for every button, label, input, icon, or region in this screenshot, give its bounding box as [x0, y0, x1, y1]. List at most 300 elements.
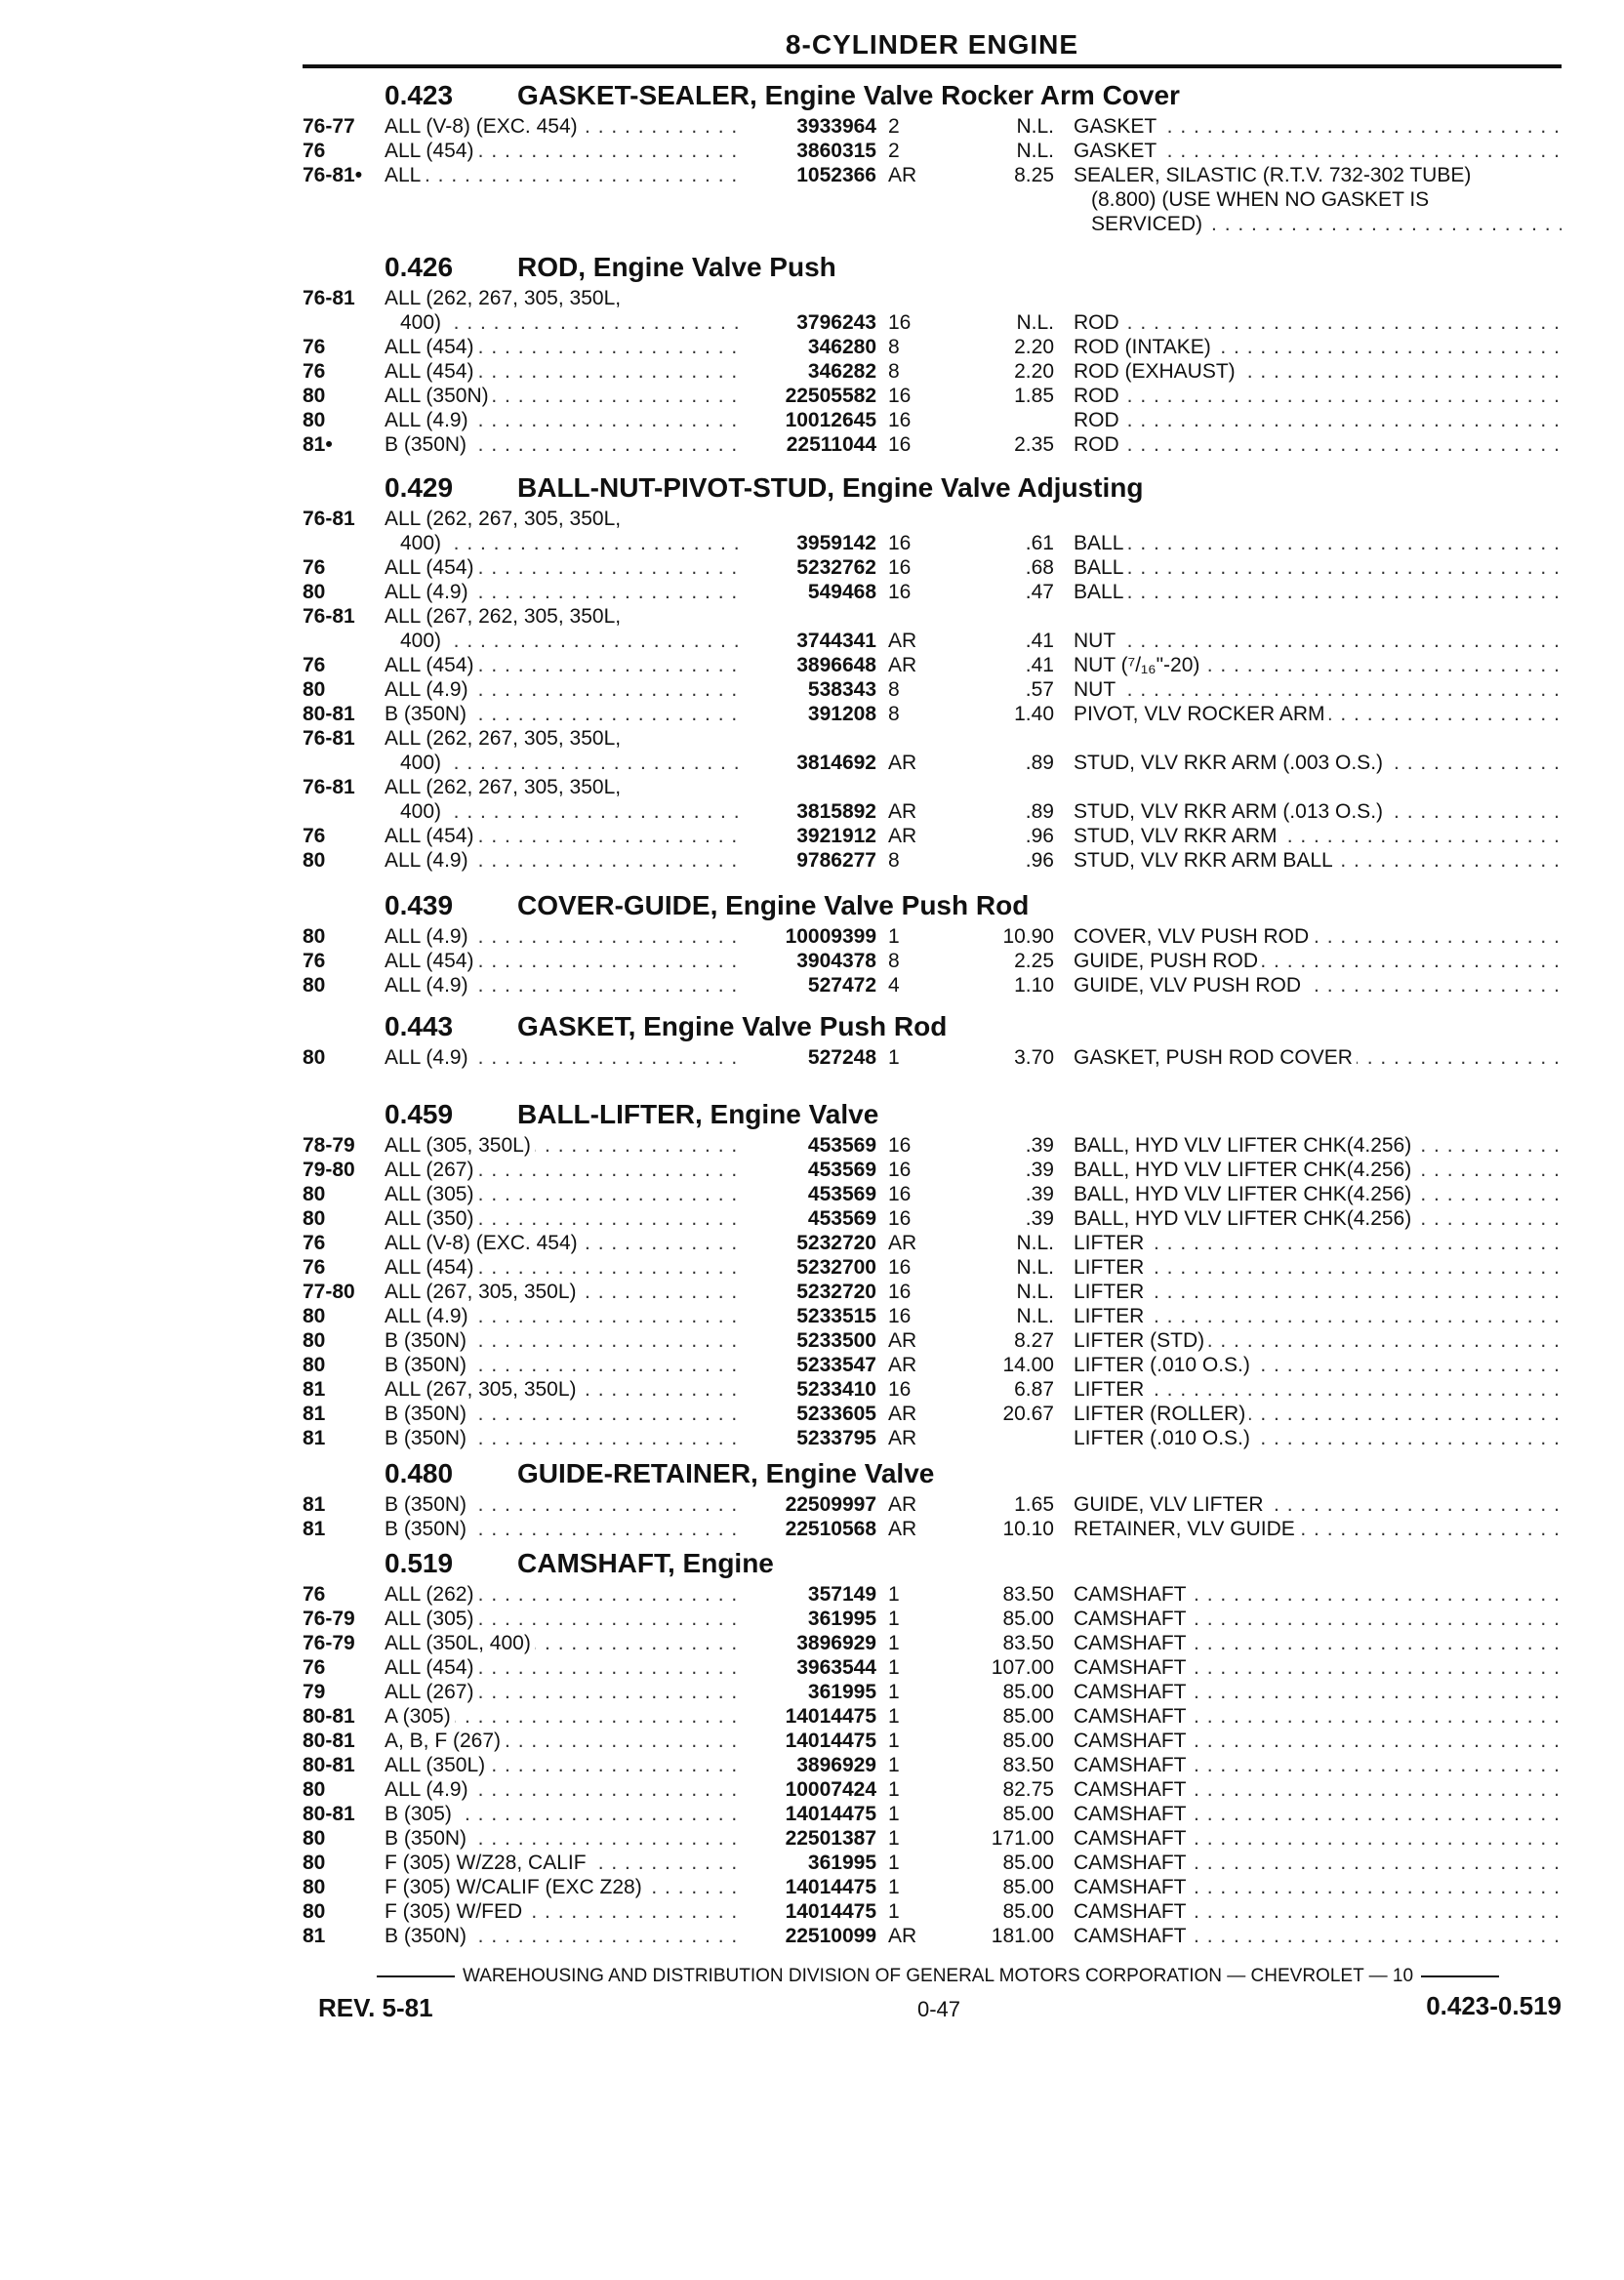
quantity: [888, 311, 933, 335]
application: [385, 1427, 740, 1450]
application-text: ALL (350): [385, 1207, 477, 1230]
price-text: 1.10: [1014, 974, 1054, 997]
application-continued-text: 400): [400, 752, 445, 774]
price-text: N.L.: [1016, 1232, 1054, 1254]
application: [385, 1256, 740, 1280]
application-text: ALL (350L): [385, 1754, 489, 1776]
table-row: [0, 1159, 1624, 1182]
model-year: [303, 1852, 379, 1875]
price-text: 2.20: [1014, 360, 1054, 383]
part-number-text: 361995: [807, 1608, 876, 1630]
section-name: COVER-GUIDE, Engine Valve Push Rod: [517, 890, 1030, 920]
part-number-text: 3896929: [796, 1754, 876, 1776]
model-year: [303, 1256, 379, 1280]
quantity: [888, 433, 933, 457]
table-row-continued: [0, 800, 1624, 824]
application: [385, 1403, 740, 1426]
model-year: [303, 336, 379, 359]
quantity-text: AR: [888, 654, 917, 676]
quantity: [888, 654, 933, 677]
quantity: [888, 1427, 933, 1450]
model-year: [303, 1493, 379, 1517]
model-year: [303, 287, 379, 310]
description: [1074, 1134, 1562, 1158]
quantity-text: 8: [888, 703, 900, 725]
quantity: [888, 1329, 933, 1353]
price: [956, 433, 1054, 457]
price-text: .47: [1025, 581, 1054, 603]
model-year-text: 80: [303, 409, 326, 431]
part-number-text: 3860315: [796, 140, 876, 162]
price: [956, 849, 1054, 873]
quantity-text: 8: [888, 360, 900, 383]
application: [385, 433, 740, 457]
price-text: 8.27: [1014, 1329, 1054, 1352]
price-text: 107.00: [991, 1656, 1054, 1679]
description: [1074, 1403, 1562, 1426]
table-row: [0, 1354, 1624, 1377]
model-year-text: 76: [303, 1256, 326, 1279]
application: [385, 1159, 740, 1182]
application-text: B (350N): [385, 1329, 470, 1352]
quantity-text: 16: [888, 1256, 912, 1279]
table-row-continued: [0, 630, 1624, 653]
price: [956, 1681, 1054, 1704]
description-text: GASKET: [1074, 115, 1160, 138]
model-year: [303, 1778, 379, 1802]
model-year: [303, 849, 379, 873]
application-text: ALL (350N): [385, 385, 493, 407]
description-text: CAMSHAFT: [1074, 1632, 1191, 1654]
table-row: [0, 1827, 1624, 1851]
table-row: [0, 1134, 1624, 1158]
application: [385, 654, 740, 677]
part-number: [740, 800, 876, 824]
model-year-text: 81: [303, 1378, 326, 1401]
description-text: CAMSHAFT: [1074, 1730, 1191, 1752]
description: [1074, 1925, 1562, 1948]
application: [385, 1681, 740, 1704]
application-text: ALL (4.9): [385, 409, 472, 431]
table-row: [0, 1803, 1624, 1826]
description-text: STUD, VLV RKR ARM BALL: [1074, 849, 1337, 872]
description: [1074, 164, 1562, 187]
quantity-text: 4: [888, 974, 900, 997]
section-name: GUIDE-RETAINER, Engine Valve: [517, 1458, 935, 1488]
part-number: [740, 849, 876, 873]
part-number-text: 22510568: [785, 1518, 876, 1540]
quantity: [888, 1134, 933, 1158]
table-row: [0, 925, 1624, 949]
description-text: LIFTER: [1074, 1281, 1148, 1303]
table-row-continued: [0, 311, 1624, 335]
description: [1074, 409, 1562, 432]
model-year-text: 80: [303, 581, 326, 603]
application: [385, 1183, 740, 1206]
table-row: [0, 140, 1624, 163]
model-year: [303, 1183, 379, 1206]
part-number: [740, 1183, 876, 1206]
part-number-text: 527248: [807, 1046, 876, 1069]
quantity-text: 16: [888, 581, 912, 603]
description-text: CAMSHAFT: [1074, 1827, 1191, 1850]
part-number-text: 22509997: [785, 1493, 876, 1516]
part-number-text: 538343: [807, 678, 876, 701]
quantity-text: 16: [888, 1134, 912, 1157]
application-continued-text: 400): [400, 630, 445, 652]
quantity: [888, 1183, 933, 1206]
part-number: [740, 1493, 876, 1517]
quantity-text: 1: [888, 1827, 900, 1850]
quantity: [888, 630, 933, 653]
quantity: [888, 1778, 933, 1802]
model-year: [303, 703, 379, 726]
model-year: [303, 1803, 379, 1826]
quantity-text: 1: [888, 1046, 900, 1069]
model-year-text: 76: [303, 825, 326, 847]
price: [956, 1608, 1054, 1631]
application-text: B (350N): [385, 1518, 470, 1540]
price-text: .39: [1025, 1183, 1054, 1205]
description: [1074, 1681, 1562, 1704]
quantity-text: AR: [888, 1427, 917, 1449]
quantity-text: 1: [888, 1583, 900, 1606]
section-title: [385, 252, 836, 285]
price: [956, 336, 1054, 359]
part-number-text: 22505582: [785, 385, 876, 407]
revision-label: REV. 5-81: [318, 1993, 433, 2022]
description: [1074, 1183, 1562, 1206]
price-text: .61: [1025, 532, 1054, 554]
quantity-text: 1: [888, 1730, 900, 1752]
description-text: STUD, VLV RKR ARM (.013 O.S.): [1074, 800, 1387, 823]
model-year-text: 80-81: [303, 1754, 355, 1776]
quantity-text: 16: [888, 556, 912, 579]
price-text: 10.90: [1002, 925, 1054, 948]
description: [1074, 849, 1562, 873]
quantity: [888, 556, 933, 580]
table-row: [0, 1183, 1624, 1206]
part-number: [740, 360, 876, 384]
table-row: [0, 703, 1624, 726]
model-year-text: 80: [303, 1046, 326, 1069]
price: [956, 360, 1054, 384]
price: [956, 1632, 1054, 1655]
application-text: ALL (454): [385, 360, 477, 383]
price: [956, 1852, 1054, 1875]
quantity: [888, 1925, 933, 1948]
quantity-text: 1: [888, 1656, 900, 1679]
table-row: [0, 1305, 1624, 1328]
quantity: [888, 336, 933, 359]
description-text: LIFTER (.010 O.S.): [1074, 1427, 1254, 1449]
part-number-text: 5233500: [796, 1329, 876, 1352]
application: [385, 1207, 740, 1231]
table-row: [0, 776, 1624, 799]
part-number-text: 5233795: [796, 1427, 876, 1449]
footer-division: [318, 1966, 1558, 1991]
price-text: 181.00: [991, 1925, 1054, 1947]
section-name: CAMSHAFT, Engine: [517, 1548, 774, 1578]
part-number-text: 3933964: [796, 115, 876, 138]
part-number: [740, 1730, 876, 1753]
description-text: ROD (INTAKE): [1074, 336, 1215, 358]
description-text: LIFTER: [1074, 1256, 1148, 1279]
model-year: [303, 1518, 379, 1541]
price: [956, 1378, 1054, 1402]
quantity-text: 1: [888, 1754, 900, 1776]
price: [956, 1803, 1054, 1826]
application-text: B (350N): [385, 703, 470, 725]
price: [956, 1583, 1054, 1607]
part-number-text: 22510099: [785, 1925, 876, 1947]
application: [385, 115, 740, 139]
application: [385, 287, 740, 310]
table-row: [0, 556, 1624, 580]
application: [385, 727, 740, 751]
description-text: LIFTER (.010 O.S.): [1074, 1354, 1254, 1376]
application-text: ALL (262, 267, 305, 350L,: [385, 287, 625, 309]
price-text: 85.00: [1002, 1852, 1054, 1874]
price-text: 6.87: [1014, 1378, 1054, 1401]
description: [1074, 703, 1562, 726]
quantity-text: AR: [888, 1493, 917, 1516]
description: [1074, 532, 1562, 555]
part-number: [740, 581, 876, 604]
section-number: 0.480: [385, 1458, 454, 1488]
quantity-text: 8: [888, 678, 900, 701]
quantity-text: 16: [888, 409, 912, 431]
table-row: [0, 1632, 1624, 1655]
application-text: ALL (454): [385, 950, 477, 972]
application-text: ALL (4.9): [385, 678, 472, 701]
description: [1074, 1608, 1562, 1631]
price: [956, 532, 1054, 555]
quantity: [888, 115, 933, 139]
price: [956, 1778, 1054, 1802]
quantity: [888, 849, 933, 873]
quantity: [888, 974, 933, 998]
table-row: [0, 433, 1624, 457]
part-number-text: 5232720: [796, 1281, 876, 1303]
model-year-text: 79-80: [303, 1159, 355, 1181]
model-year-text: 76: [303, 556, 326, 579]
model-year: [303, 1583, 379, 1607]
table-row: [0, 1852, 1624, 1875]
application: [385, 1778, 740, 1802]
price: [956, 140, 1054, 163]
description-text: BALL, HYD VLV LIFTER CHK(4.256): [1074, 1159, 1415, 1181]
part-number: [740, 1827, 876, 1851]
description-text: GUIDE, VLV PUSH ROD: [1074, 974, 1305, 997]
quantity: [888, 1681, 933, 1704]
price-text: 83.50: [1002, 1754, 1054, 1776]
price: [956, 950, 1054, 973]
model-year-text: 76: [303, 950, 326, 972]
description-text: CAMSHAFT: [1074, 1925, 1191, 1947]
description-continued-row: [0, 213, 1624, 236]
model-year-text: 81: [303, 1925, 326, 1947]
application: [385, 164, 740, 187]
table-row: [0, 1876, 1624, 1899]
price-text: .57: [1025, 678, 1054, 701]
quantity: [888, 800, 933, 824]
part-number-text: 5232700: [796, 1256, 876, 1279]
model-year: [303, 605, 379, 629]
page-header: 8-CYLINDER ENGINE: [785, 29, 1079, 60]
model-year-text: 76: [303, 654, 326, 676]
application-text: ALL (V-8) (EXC. 454): [385, 115, 582, 138]
description-text: CAMSHAFT: [1074, 1608, 1191, 1630]
price-text: 14.00: [1002, 1354, 1054, 1376]
table-row: [0, 1608, 1624, 1631]
application: [385, 605, 740, 629]
description: [1074, 1876, 1562, 1899]
footer-division-text: WAREHOUSING AND DISTRIBUTION DIVISION OF GENERAL MOTORS CORPORATION — CHEVROLET — 10: [462, 1966, 1414, 1986]
application: [385, 1754, 740, 1777]
price: [956, 311, 1054, 335]
application-text: ALL (4.9): [385, 581, 472, 603]
table-row: [0, 1900, 1624, 1924]
section-number: 0.423: [385, 80, 454, 110]
price-text: .41: [1025, 630, 1054, 652]
quantity-text: 2: [888, 115, 900, 138]
price: [956, 825, 1054, 848]
application-text: B (350N): [385, 1827, 470, 1850]
description: [1074, 1900, 1562, 1924]
part-number: [740, 1207, 876, 1231]
page-number: 0-47: [917, 1997, 961, 2021]
application: [385, 1827, 740, 1851]
application-text: ALL (262, 267, 305, 350L,: [385, 727, 625, 750]
section-title: [385, 1458, 934, 1491]
table-row: [0, 1705, 1624, 1729]
model-year-text: 80-81: [303, 1803, 355, 1825]
quantity-text: AR: [888, 752, 917, 774]
model-year-text: 80: [303, 1354, 326, 1376]
part-number-text: 10012645: [785, 409, 876, 431]
application: [385, 1378, 740, 1402]
model-year: [303, 776, 379, 799]
application: [385, 385, 740, 408]
price-text: .68: [1025, 556, 1054, 579]
description-text: BALL: [1074, 581, 1127, 603]
quantity: [888, 140, 933, 163]
quantity: [888, 1046, 933, 1070]
description: [1074, 1427, 1562, 1450]
description-text: CAMSHAFT: [1074, 1656, 1191, 1679]
model-year-text: 80: [303, 1852, 326, 1874]
part-number: [740, 409, 876, 432]
part-number-text: 14014475: [785, 1803, 876, 1825]
description-text: ROD: [1074, 385, 1123, 407]
price-text: 3.70: [1014, 1046, 1054, 1069]
part-number: [740, 1354, 876, 1377]
application-text: ALL (454): [385, 1656, 477, 1679]
description: [1074, 556, 1562, 580]
application: [385, 1232, 740, 1255]
price-text: 83.50: [1002, 1583, 1054, 1606]
quantity-text: 1: [888, 1681, 900, 1703]
application-text: ALL (V-8) (EXC. 454): [385, 1232, 582, 1254]
quantity-text: 1: [888, 1705, 900, 1728]
quantity-text: AR: [888, 1518, 917, 1540]
price-text: 85.00: [1002, 1705, 1054, 1728]
part-number: [740, 433, 876, 457]
price: [956, 556, 1054, 580]
model-year-text: 80: [303, 1329, 326, 1352]
price: [956, 1134, 1054, 1158]
price-text: N.L.: [1016, 1305, 1054, 1327]
description-text: BALL: [1074, 556, 1127, 579]
part-number: [740, 1852, 876, 1875]
price: [956, 1705, 1054, 1729]
application: [385, 1876, 740, 1899]
application-text: ALL (454): [385, 140, 477, 162]
price-text: .89: [1025, 752, 1054, 774]
quantity-text: AR: [888, 800, 917, 823]
description-text: BALL: [1074, 532, 1127, 554]
price-text: 1.65: [1014, 1493, 1054, 1516]
model-year: [303, 1281, 379, 1304]
model-year-text: 80-81: [303, 703, 355, 725]
description: [1074, 1518, 1562, 1541]
model-year-text: 76: [303, 1232, 326, 1254]
quantity: [888, 1232, 933, 1255]
part-number-text: 3896648: [796, 654, 876, 676]
model-year: [303, 1427, 379, 1450]
part-number-text: 3921912: [796, 825, 876, 847]
description: [1074, 1705, 1562, 1729]
description-text: GUIDE, PUSH ROD: [1074, 950, 1262, 972]
application: [385, 1803, 740, 1826]
part-number-text: 14014475: [785, 1876, 876, 1898]
quantity-text: 8: [888, 849, 900, 872]
model-year-text: 76: [303, 1583, 326, 1606]
part-number: [740, 825, 876, 848]
price: [956, 1493, 1054, 1517]
table-row: [0, 605, 1624, 629]
description-text: BALL, HYD VLV LIFTER CHK(4.256): [1074, 1183, 1415, 1205]
model-year-text: 80: [303, 1778, 326, 1801]
description-text: BALL, HYD VLV LIFTER CHK(4.256): [1074, 1134, 1415, 1157]
section-name: ROD, Engine Valve Push: [517, 252, 836, 282]
description: [1074, 1046, 1562, 1070]
description-text: CAMSHAFT: [1074, 1876, 1191, 1898]
part-number: [740, 1754, 876, 1777]
quantity-text: 16: [888, 1281, 912, 1303]
description-text: STUD, VLV RKR ARM (.003 O.S.): [1074, 752, 1387, 774]
part-number-text: 1052366: [796, 164, 876, 186]
description-text: NUT: [1074, 678, 1119, 701]
description-text: ROD: [1074, 409, 1123, 431]
part-number-text: 5233410: [796, 1378, 876, 1401]
quantity-text: AR: [888, 1403, 917, 1425]
description: [1074, 385, 1562, 408]
price: [956, 1354, 1054, 1377]
quantity-text: AR: [888, 630, 917, 652]
application: [385, 508, 740, 531]
section-number: 0.443: [385, 1011, 454, 1041]
quantity: [888, 1159, 933, 1182]
part-number-text: 10007424: [785, 1778, 876, 1801]
description-text: LIFTER (ROLLER): [1074, 1403, 1249, 1425]
model-year-text: 79: [303, 1681, 326, 1703]
model-year: [303, 1046, 379, 1070]
model-year-text: 76-81•: [303, 164, 363, 186]
quantity-text: AR: [888, 825, 917, 847]
price-text: 171.00: [991, 1827, 1054, 1850]
